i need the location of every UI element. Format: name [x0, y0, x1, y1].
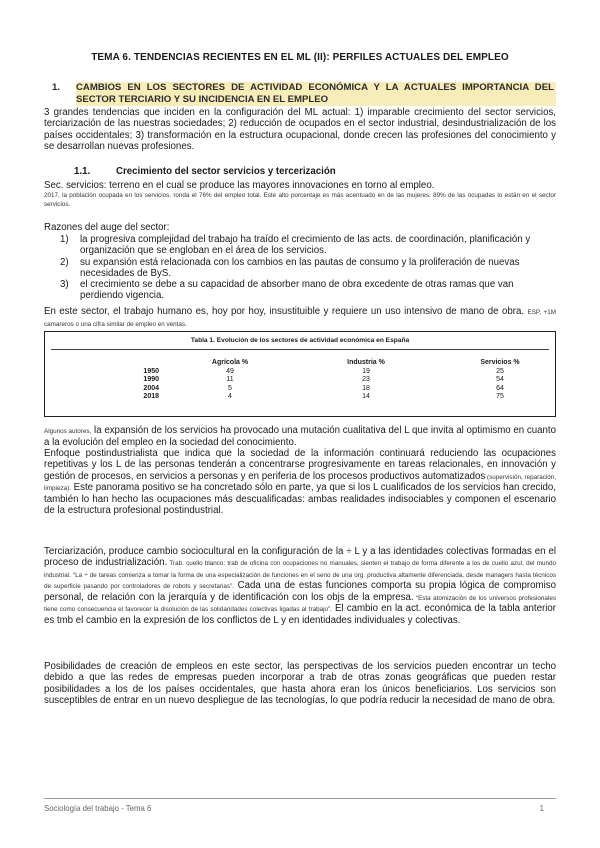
- section-1-number: 1.: [52, 82, 61, 93]
- table-body: [45, 359, 555, 402]
- document-title: TEMA 6. TENDENCIAS RECIENTES EN EL ML (II): PERFILES ACTUALES DEL EMPLEO: [91, 52, 509, 63]
- section-1-heading: [44, 82, 556, 106]
- section-1-1-number: 1.1.: [74, 166, 91, 177]
- esp-note: ESP, +1M camareros o una cifra similar de empleo en ventas.: [44, 309, 556, 328]
- razones-label: Razones del auge del sector:: [44, 222, 170, 233]
- table-cell: 54: [496, 376, 504, 384]
- algunos-autores-text: la expansión de los servicios ha provocado una mutación cualitativa del L que invita al optimismo en cuanto a la evolución del empleo en la sociedad del conocimiento.: [44, 425, 556, 448]
- enfoque-small: (supervisión, reparación, limpieza).: [44, 473, 556, 493]
- table-cell-year: 2004: [143, 384, 159, 392]
- list-item-text: el crecimiento se debe a su capacidad de absorber mano de obra excedente de otras ramas que van perdiendo vigencia.: [80, 279, 514, 302]
- terciarizacion-text-1: Terciarización, produce cambio sociocultural en la configuración de la ÷ L y a las identidades colectivas formadas en el proceso de industrialización.: [44, 546, 556, 569]
- razones-list: [44, 234, 556, 302]
- table-cell-year: 1950: [143, 367, 159, 375]
- table-row: [45, 368, 555, 377]
- algunos-autores-paragraph: [44, 425, 556, 448]
- enfoque-text-2: Este panorama positivo se ha concretado sólo en parte, ya que si los L cualificados de los servicios han crecido, también lo han hecho las ocupaciones más descualificadas: ambas realidades indisociables y componen el escenario de la estructura profesional postindustrial.: [44, 482, 556, 516]
- table-cell: 75: [496, 393, 504, 401]
- table-cell: 23: [362, 376, 370, 384]
- table-cell: 14: [362, 393, 370, 401]
- terciarizacion-text-2: Cada una de estas funciones comporta su propia lógica de compromiso personal, de relación con la jerarquía y de identificación con los objs de la empresa.: [44, 580, 556, 603]
- sector-table: [44, 331, 556, 417]
- posibilidades-paragraph: Posibilidades de creación de empleos en este sector, las perspectivas de los servicios pueden encontrar un techo debido a que las redes de empresas pueden incorporar a trab de otras zonas geográficas que pueden restar posibilidades a los de los países occidentales, que hasta ahora eran los únicos beneficiarios. Los servicios son susceptibles de entrar en un nuevo despliegue de las tecnologías, lo que podría reducir la necesidad de mano de obra.: [44, 661, 556, 706]
- enfoque-text-1: Enfoque postindustrialista que indica que la sociedad de la información continuará reduciendo las ocupaciones repetitivas y los L de las personas tenderán a concentrarse progresivamente en tareas relacionales, en innovación y gestión de procesos, en servicios a personas y en periferia de los procesos productivos automatizados: [44, 448, 556, 482]
- table-row: [45, 376, 555, 385]
- table-cell: 5: [228, 384, 232, 392]
- table-row: [45, 393, 555, 402]
- terciarizacion-paragraph: [44, 546, 556, 626]
- list-item: [44, 257, 556, 280]
- table-cell: 49: [226, 367, 234, 375]
- list-item: [44, 234, 556, 257]
- table-cell: 11: [226, 376, 234, 384]
- terciarizacion-small-1: Trab. cuello blanco: trab de oficina con ocupaciones no manuales, sienten el trabajo de forma diferente a los de cuello azul, del mundo industrial. “La ÷ de tareas comienza a tomar la forma de una especialización de funciones en el seno de una org. productiva altamente diferenciada, desde managers hasta técnicos de superficie pasando por controladores de robots y secretarias”.: [44, 560, 556, 591]
- enfoque-paragraph: [44, 448, 556, 516]
- table-cell-year: 1990: [143, 376, 159, 384]
- list-item-text: la progresiva complejidad del trabajo ha traído el crecimiento de las acts. de coordinación, planificación y organización que se engloban en el área de los servicios.: [80, 234, 531, 257]
- section-1-intro: 3 grandes tendencias que inciden en la configuración del ML actual: 1) imparable crecimiento del sector servicios, terciarización de las nuestras sociedades; 2) reducción de ocupados en el sector industrial, desindustrialización de los países occidentales; 3) transformación en la estructura ocupacional, donde crecen las profesiones del conocimiento y se desarrollan nuevas profesiones.: [44, 107, 556, 152]
- footer-divider: [44, 798, 556, 799]
- table-cell-year: 2018: [143, 393, 159, 401]
- list-item-text: su expansión está relacionada con los cambios en las pautas de consumo y la proliferación de nuevas necesidades de ByS.: [80, 256, 520, 279]
- table-cell: 4: [228, 393, 232, 401]
- table-row: [45, 385, 555, 394]
- list-item-number: 2): [60, 256, 69, 268]
- table-header-row: [45, 359, 555, 368]
- footer-page-number: 1: [539, 804, 544, 813]
- section-1-1-heading: [74, 166, 336, 177]
- section-1-heading-text: CAMBIOS EN LOS SECTORES DE ACTIVIDAD ECONÓMICA Y LA ACTUALES IMPORTANCIA DEL SECTOR TERCIARIO Y SU INCIDENCIA EN EL EMPLEO: [76, 82, 554, 105]
- en-este-sector-text: En este sector, el trabajo humano es, hoy por hoy, insustituible y requiere un uso intensivo de mano de obra.: [44, 306, 525, 317]
- sec-servicios-line: Sec. servicios: terreno en el cual se produce las mayores innovaciones en torno al empleo.: [44, 180, 435, 191]
- table-header-cell: Industria %: [347, 359, 385, 366]
- table-header-cell: Servicios %: [480, 359, 520, 366]
- table-cell: 64: [496, 384, 504, 392]
- list-item-number: 1): [60, 234, 69, 245]
- table-header-cell: Agrícola %: [211, 359, 249, 366]
- terciarizacion-text-3: El cambio en la act. económica de la tabla anterior es tmb el cambio en la expresión de los conflictos de L y en identidades individuales y colectivas.: [44, 603, 556, 626]
- algunos-autores-lead: Algunos autores,: [44, 428, 92, 435]
- table-cell: 18: [362, 384, 370, 392]
- note-2017: 2017, la población ocupada en los servicios, ronda el 76% del empleo total. Este alto porcentaje es más acentuado en de las mujeres: 89% de las ocupadas lo están en el sector servicios.: [44, 192, 556, 208]
- en-este-sector-paragraph: [44, 306, 556, 329]
- list-item-number: 3): [60, 279, 69, 291]
- table-divider: [51, 349, 549, 350]
- table-cell: 25: [496, 367, 504, 375]
- table-caption: Tabla 1. Evolución de los sectores de actividad económica en España: [190, 337, 410, 344]
- table-cell: 19: [362, 367, 370, 375]
- footer-course-name: Sociología del trabajo - Tema 6: [44, 804, 152, 813]
- list-item: [44, 279, 556, 302]
- section-1-1-heading-text: Crecimiento del sector servicios y tercerización: [116, 166, 336, 177]
- terciarizacion-small-2: “Esta atomización de los universos profesionales tiene como consecuencia el favorecer la disolución de las solidaridades colectivas ligadas al trabajo”.: [44, 594, 556, 614]
